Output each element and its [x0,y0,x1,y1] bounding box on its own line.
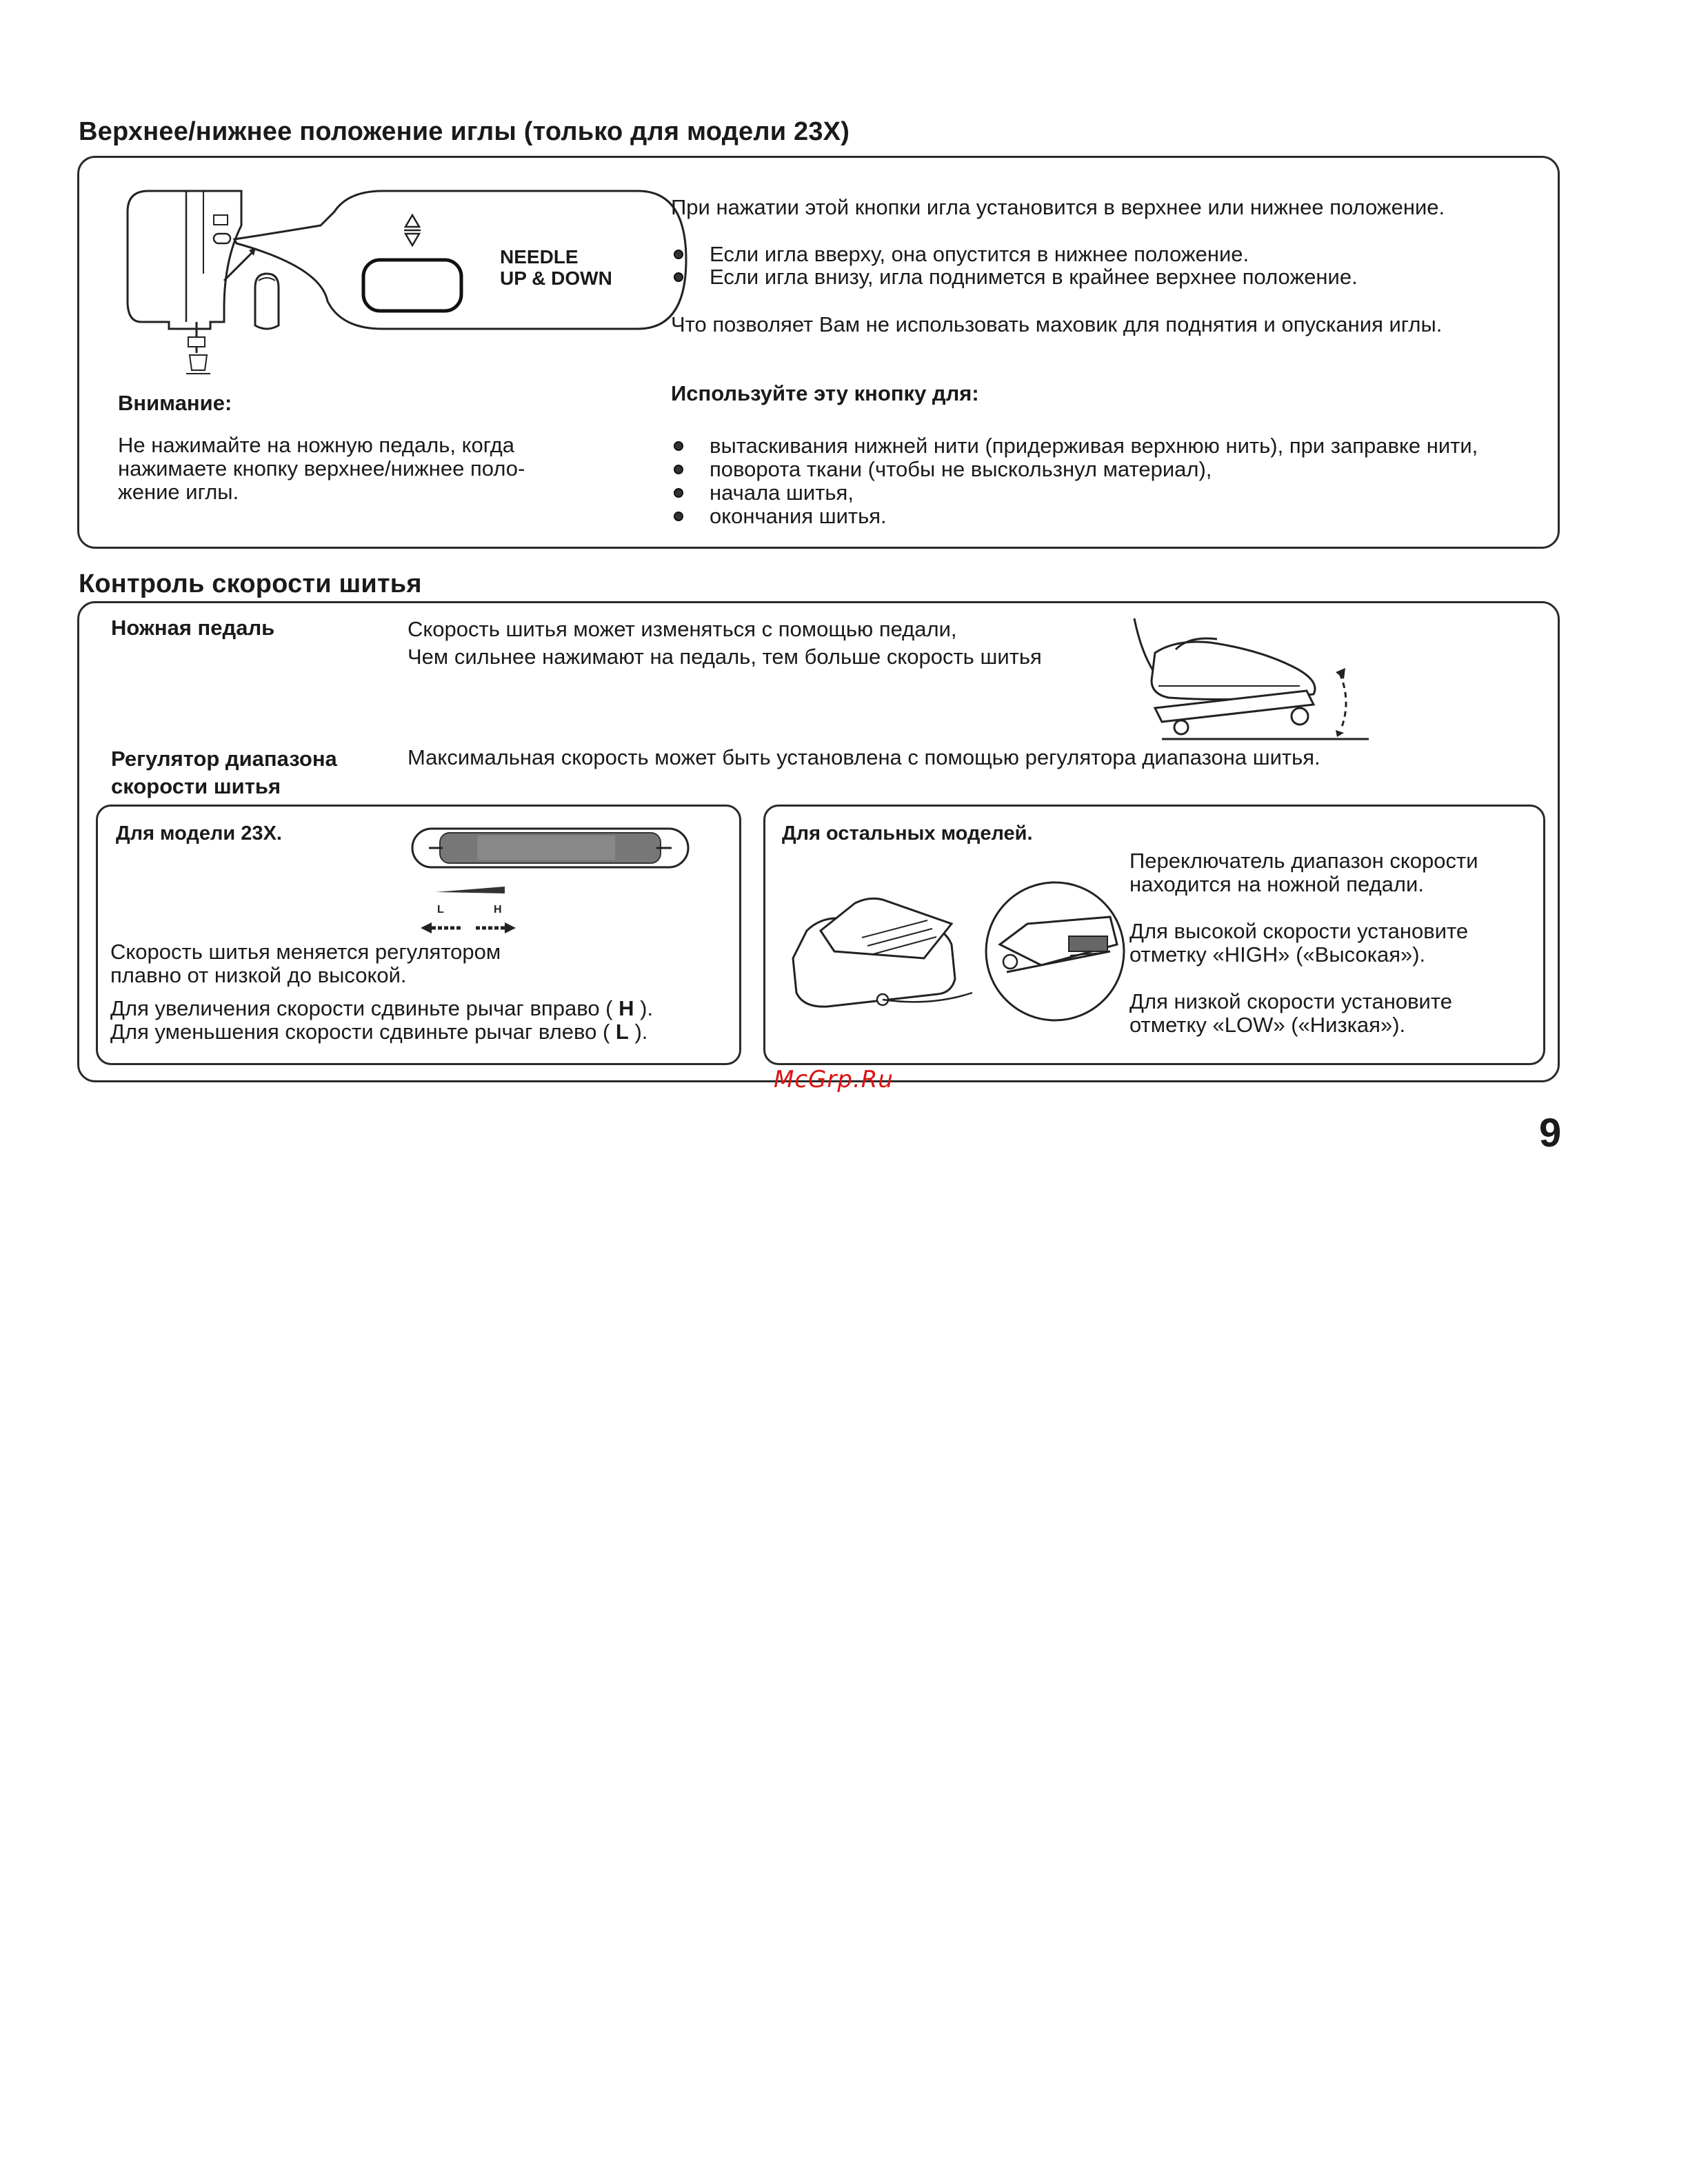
watermark: McGrp.Ru [774,1066,894,1093]
needle-button-label: NEEDLE UP & DOWN [500,246,612,289]
model-23x-box [96,805,741,1065]
needle-position-box [77,156,1560,549]
other-models-p2: Для высокой скорости установите отметку «HIGH» («Высокая»). [1129,919,1469,967]
slider-high-label: H [494,904,502,916]
model-23x-text: Скорость шитья меняется регулятором плавно от низкой до высокой. [110,940,501,987]
needle-bullet-1: Если игла вверху, она опустится в нижнее положение. [710,242,1249,266]
section-title-needle: Верхнее/нижнее положение иглы (только для модели 23X) [79,117,850,146]
other-models-box [763,805,1545,1065]
attention-title: Внимание: [118,391,232,415]
bullet-icon [674,465,683,474]
model-23x-increase: Для увеличения скорости сдвиньте рычаг вправо ( H ). [110,996,654,1020]
needle-bullet-2: Если игла внизу, игла поднимется в крайнее верхнее положение. [710,265,1358,289]
bullet-icon [674,488,683,498]
other-models-p3: Для низкой скорости установите отметку «LOW» («Низкая»). [1129,989,1452,1037]
model-23x-title: Для модели 23X. [116,822,282,845]
bullet-icon [674,441,683,451]
foot-pedal-label: Ножная педаль [111,616,275,640]
needle-note-text: Что позволяет Вам не использовать маховик для поднятия и опускания иглы. [671,312,1443,336]
use-item-1: вытаскивания нижней нити (придерживая верхнюю нить), при заправке нити, [710,434,1478,458]
use-item-2: поворота ткани (чтобы не выскользнул материал), [710,457,1212,481]
speed-slider-illustration [408,825,698,935]
slider-low-label: L [437,904,444,916]
bullet-icon [674,512,683,521]
regulator-text: Максимальная скорость может быть установлена с помощью регулятора диапазона шитья. [408,745,1320,769]
use-item-3: начала шитья, [710,481,854,505]
speed-control-box [77,601,1560,1082]
pedal-switch-illustration [779,862,1138,1027]
use-button-title: Используйте эту кнопку для: [671,381,979,405]
regulator-label: Регулятор диапазона скорости шитья [111,747,337,798]
foot-pedal-text: Скорость шитья может изменяться с помощью педали, Чем сильнее нажимают на педаль, тем больше скорость шитья [408,617,1042,669]
section-title-speed: Контроль скорости шитья [79,569,422,598]
page-number: 9 [1539,1111,1562,1155]
other-models-p1: Переключатель диапазон скорости находится на ножной педали. [1129,849,1478,896]
needle-intro-text: При нажатии этой кнопки игла установится в верхнее или нижнее положение. [671,195,1445,219]
bullet-icon [674,272,683,282]
foot-on-pedal-illustration [1114,611,1376,749]
bullet-icon [674,250,683,259]
use-item-4: окончания шитья. [710,504,887,528]
other-models-title: Для остальных моделей. [782,822,1033,845]
model-23x-decrease: Для уменьшения скорости сдвиньте рычаг влево ( L ). [110,1020,648,1044]
attention-text: Не нажимайте на ножную педаль, когда нажимаете кнопку верхнее/нижнее поло- жение иглы. [118,433,525,504]
